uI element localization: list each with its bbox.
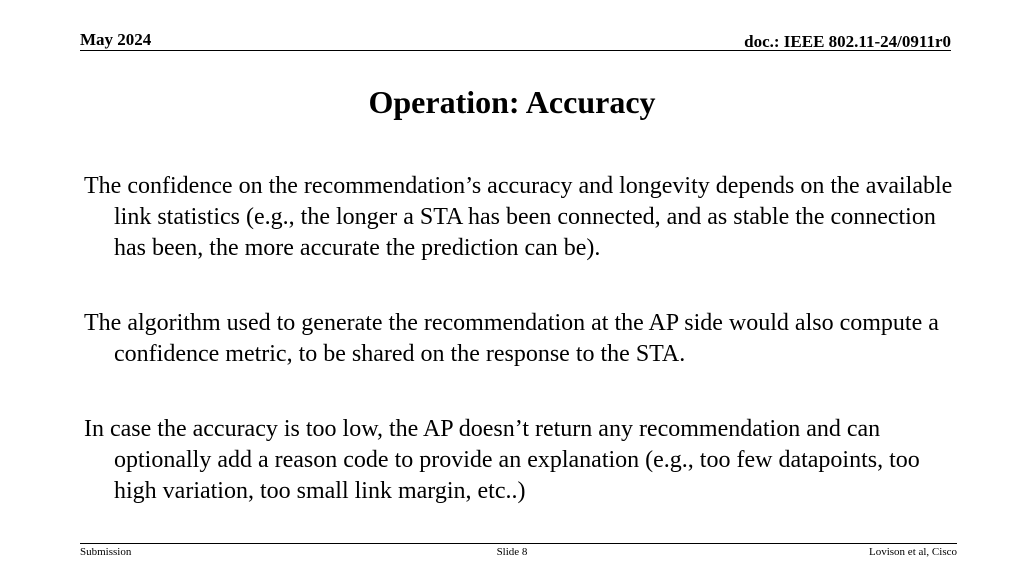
footer-authors: Lovison et al, Cisco [869, 546, 957, 558]
slide-body [84, 171, 964, 507]
footer-slide-number: Slide 8 [496, 546, 528, 558]
body-paragraph-3: In case the accuracy is too low, the AP doesn’t return any recommendation and can optionally add a reason code to provide an explanation (e.g., too few datapoints, too high variation, too small link margin, etc..) [84, 416, 920, 504]
body-paragraph-2: The algorithm used to generate the recommendation at the AP side would also compute a confidence metric, to be shared on the response to the STA. [84, 310, 939, 367]
body-paragraph-1: The confidence on the recommendation’s accuracy and longevity depends on the available link statistics (e.g., the longer a STA has been connected, and as stable the connection has been, the more accurate the prediction can be). [84, 173, 953, 261]
header-document-id: doc.: IEEE 802.11-24/0911r0 [744, 32, 951, 51]
header-date: May 2024 [80, 30, 152, 49]
header-divider [80, 50, 951, 51]
slide-title: Operation: Accuracy [368, 84, 656, 120]
footer-submission: Submission [80, 546, 132, 558]
footer-divider [80, 543, 957, 544]
